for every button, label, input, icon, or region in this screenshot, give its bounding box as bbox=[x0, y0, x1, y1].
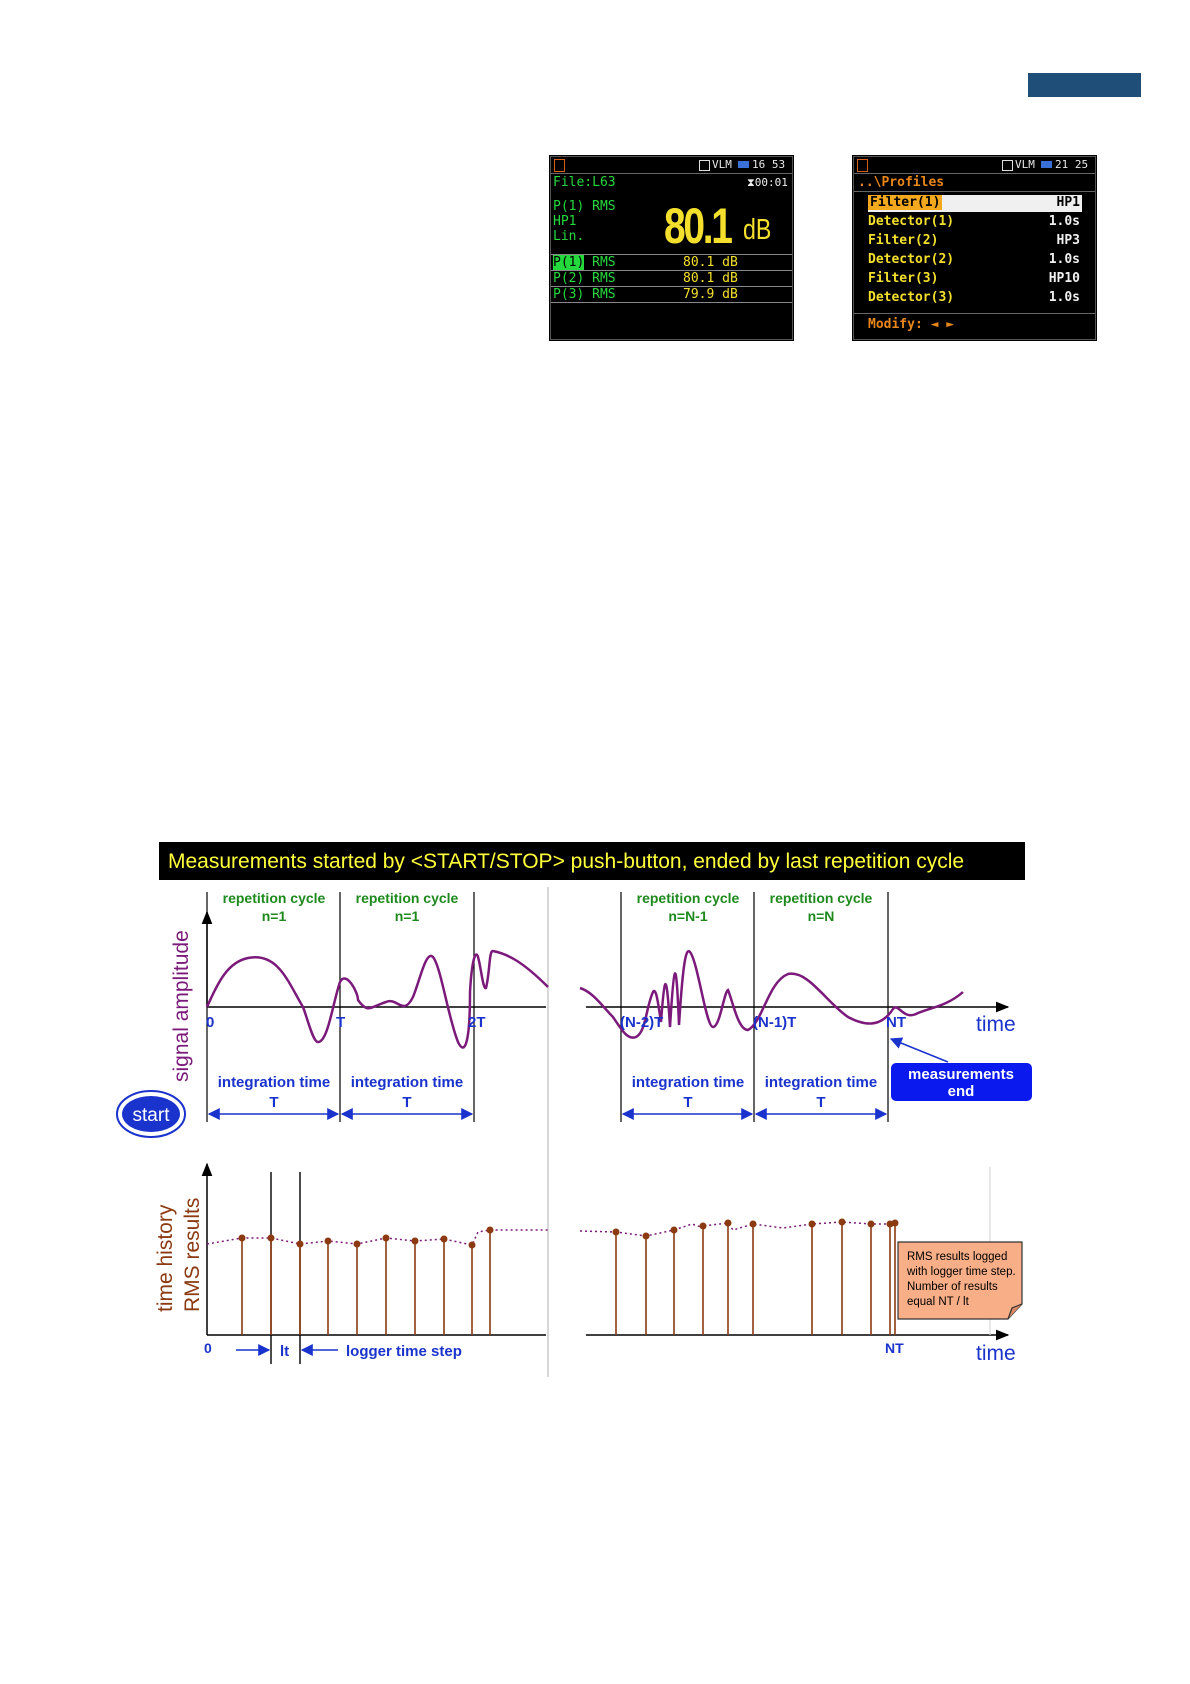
mode-label: VLM bbox=[1015, 158, 1035, 171]
rms-point bbox=[441, 1236, 448, 1243]
profile-line-2: HP1 bbox=[553, 214, 577, 229]
menu-item-detector-3[interactable]: Detector(3) 1.0s bbox=[868, 290, 1080, 305]
rms-point bbox=[487, 1227, 494, 1234]
rms-point bbox=[412, 1238, 419, 1245]
cycle-label-2: repetition cycle bbox=[355, 890, 459, 906]
battery-icon bbox=[1041, 161, 1052, 168]
rms-point bbox=[809, 1221, 816, 1228]
integration-label-4: integration time bbox=[764, 1074, 878, 1091]
mode-label: VLM bbox=[712, 158, 732, 171]
rms-point bbox=[892, 1220, 899, 1227]
rms-point bbox=[868, 1221, 875, 1228]
meter-screen-main bbox=[550, 156, 793, 340]
integration-label-2: integration time bbox=[350, 1074, 464, 1091]
tick-NT: NT bbox=[886, 1014, 906, 1031]
signal-curve-left bbox=[207, 951, 548, 1048]
rms-point bbox=[725, 1220, 732, 1227]
file-icon bbox=[554, 159, 565, 172]
tick-n-1-T: (N-1)T bbox=[753, 1014, 797, 1031]
main-reading: 80.1 bbox=[664, 198, 731, 254]
cycle-n-4: n=N bbox=[807, 908, 835, 924]
bottom-zero: 0 bbox=[204, 1340, 212, 1356]
note-line-1: RMS results logged bbox=[907, 1251, 1008, 1263]
rms-series-right bbox=[580, 1219, 899, 1336]
ylabel-rms: RMS results bbox=[181, 1197, 204, 1312]
menu-path: ..\Profiles bbox=[858, 175, 945, 190]
profile-line-3: Lin. bbox=[553, 229, 585, 244]
menu-item-filter-3[interactable]: Filter(3) HP10 bbox=[868, 271, 1080, 286]
svg-text:T: T bbox=[683, 1094, 693, 1111]
battery-icon bbox=[738, 161, 749, 168]
header-tab bbox=[1028, 73, 1141, 97]
rms-point bbox=[469, 1242, 476, 1249]
svg-text:end: end bbox=[947, 1083, 975, 1100]
elapsed-timer: ⧗00:01 bbox=[747, 176, 788, 189]
result-row-2-label: P(2) RMS bbox=[553, 271, 616, 286]
cycle-n-2: n=1 bbox=[394, 908, 420, 924]
bottom-NT: NT bbox=[885, 1340, 904, 1356]
menu-item-filter-2[interactable]: Filter(2) HP3 bbox=[868, 233, 1080, 248]
logger-time-step-label: logger time step bbox=[346, 1343, 462, 1360]
time-label-bottom: time bbox=[976, 1342, 1016, 1365]
result-row-2-value: 80.1 dB bbox=[683, 271, 738, 286]
menu-item-detector-1[interactable]: Detector(1) 1.0s bbox=[868, 214, 1080, 229]
hourglass-icon: ⧗ bbox=[747, 176, 755, 189]
integration-label-1: integration time bbox=[217, 1074, 331, 1091]
tick-T: T bbox=[336, 1014, 346, 1031]
status-bar bbox=[551, 157, 792, 174]
clock: 16 53 bbox=[752, 158, 786, 171]
banner-title: Measurements started by <START/STOP> push-button, ended by last repetition cycle bbox=[168, 850, 965, 873]
menu-item-filter-1[interactable]: Filter(1) HP1 bbox=[870, 195, 1080, 210]
rms-point bbox=[671, 1227, 678, 1234]
rms-point bbox=[839, 1219, 846, 1226]
file-name: File:L63 bbox=[553, 175, 616, 190]
file-icon bbox=[857, 159, 868, 172]
cycle-label-3: repetition cycle bbox=[636, 890, 740, 906]
result-row-1-value: 80.1 dB bbox=[683, 255, 738, 270]
start-label: start bbox=[132, 1105, 170, 1126]
cycle-label-1: repetition cycle bbox=[222, 890, 326, 906]
rms-point bbox=[239, 1235, 246, 1242]
main-unit: dB bbox=[743, 214, 772, 246]
svg-text:T: T bbox=[816, 1094, 826, 1111]
cycle-n-3: n=N-1 bbox=[668, 908, 708, 924]
result-row-3-value: 79.9 dB bbox=[683, 287, 738, 302]
cycle-n-1: n=1 bbox=[261, 908, 287, 924]
rms-point bbox=[643, 1233, 650, 1240]
checkbox-icon bbox=[699, 160, 710, 171]
ylabel-time-history: time history bbox=[154, 1204, 177, 1312]
integration-label-3: integration time bbox=[631, 1074, 745, 1091]
result-row-1-label: P(1) RMS bbox=[553, 255, 616, 270]
menu-item-detector-2[interactable]: Detector(2) 1.0s bbox=[868, 252, 1080, 267]
note-line-3: Number of results bbox=[907, 1281, 998, 1293]
lt-label: lt bbox=[280, 1343, 290, 1360]
svg-text:T: T bbox=[269, 1094, 279, 1111]
tick-2T: 2T bbox=[468, 1014, 486, 1031]
checkbox-icon bbox=[1002, 160, 1013, 171]
tick-0: 0 bbox=[206, 1014, 215, 1031]
rms-trend-line bbox=[580, 1222, 895, 1236]
ylabel-signal: signal amplitude bbox=[170, 930, 193, 1082]
rms-trend-line bbox=[207, 1230, 548, 1245]
svg-text:measurements: measurements bbox=[908, 1066, 1014, 1083]
rms-series-left bbox=[207, 1227, 548, 1336]
note-line-4: equal NT / lt bbox=[907, 1296, 969, 1308]
rms-point bbox=[383, 1235, 390, 1242]
rms-point bbox=[325, 1238, 332, 1245]
tick-n-2-T: (N-2)T bbox=[620, 1014, 664, 1031]
modify-hint: Modify: ◄ ► bbox=[868, 317, 955, 332]
rms-point bbox=[750, 1221, 757, 1228]
rms-point bbox=[700, 1223, 707, 1230]
time-label-top: time bbox=[976, 1013, 1016, 1036]
rms-point bbox=[613, 1229, 620, 1236]
status-bar bbox=[854, 157, 1095, 174]
rms-point bbox=[297, 1241, 304, 1248]
svg-text:T: T bbox=[402, 1094, 412, 1111]
clock: 21 25 bbox=[1055, 158, 1089, 171]
meter-screen-profiles bbox=[853, 156, 1096, 340]
profile-line-1: P(1) RMS bbox=[553, 199, 616, 214]
cycle-label-4: repetition cycle bbox=[769, 890, 873, 906]
note-line-2: with logger time step. bbox=[907, 1266, 1016, 1278]
rms-point bbox=[354, 1241, 361, 1248]
timing-diagram bbox=[108, 842, 1038, 1377]
result-row-3-label: P(3) RMS bbox=[553, 287, 616, 302]
rms-point bbox=[268, 1235, 275, 1242]
